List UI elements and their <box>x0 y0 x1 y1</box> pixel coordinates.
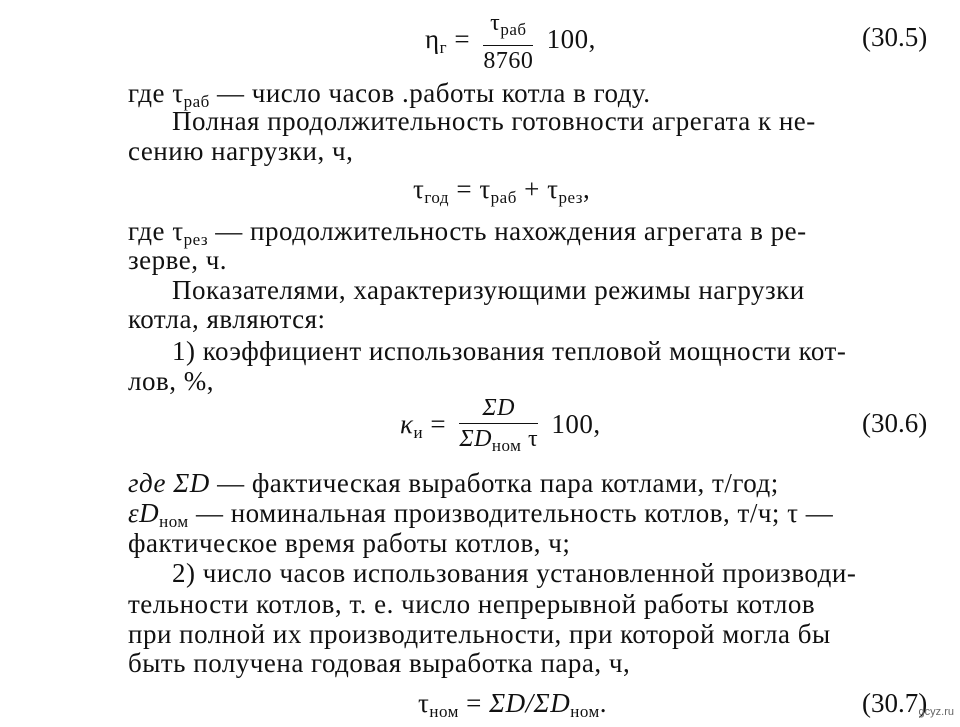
text-line <box>128 468 779 498</box>
text-line: быть получена годовая выработка пара, ч, <box>128 648 631 678</box>
denominator-tail: τ <box>521 425 539 452</box>
fraction-numerator <box>483 10 533 46</box>
formula-operator: + <box>516 174 548 204</box>
denominator-symbol: ΣD <box>459 425 492 452</box>
text-fragment: где τ <box>128 78 184 108</box>
text-line: Полная продолжительность готовности агрегата к не- <box>172 106 816 136</box>
text-fragment: — продолжительность нахождения агрегата в ре- <box>208 216 807 246</box>
text-line: 1) коэффициент использования тепловой мощности кот- <box>172 336 847 366</box>
formula-30-6 <box>400 392 601 465</box>
text-fragment: где ΣD <box>128 468 210 498</box>
equation-number-30-5: (30.5) <box>862 22 928 52</box>
fraction <box>459 395 538 459</box>
formula-subscript: год <box>424 188 450 207</box>
formula-symbol: ΣD/ΣD <box>489 688 571 718</box>
formula-symbol: τ <box>479 174 491 204</box>
formula-symbol: τ <box>547 174 559 204</box>
numerator-symbol: τ <box>490 10 501 36</box>
fraction-numerator: ΣD <box>459 395 538 424</box>
formula-operator: = <box>423 409 454 439</box>
watermark: gcyz.ru <box>918 706 954 718</box>
formula-subscript: рез <box>558 188 583 207</box>
text-line: тельности котлов, т. е. число непрерывной работы котлов <box>128 589 816 619</box>
formula-tau-god <box>413 174 590 213</box>
fraction-denominator <box>459 424 538 459</box>
formula-30-5 <box>425 10 596 76</box>
formula-symbol: η <box>425 24 440 55</box>
text-line <box>128 216 807 255</box>
text-line: зерве, ч. <box>128 245 228 275</box>
text-subscript: раб <box>183 92 210 111</box>
formula-30-7 <box>418 688 607 727</box>
text-line: фактическое время работы котлов, ч; <box>128 528 571 558</box>
formula-tail: 100, <box>539 24 596 55</box>
formula-subscript: ном <box>570 702 600 721</box>
text-line: лов, %, <box>128 366 214 396</box>
formula-subscript: г <box>439 38 448 58</box>
text-line: при полной их производительности, при которой могла бы <box>128 619 831 649</box>
formula-operator: = <box>458 688 490 718</box>
text-line: 2) число часов использования установленной производи- <box>172 558 857 588</box>
equation-number-30-7: (30.7) <box>862 688 928 718</box>
denominator-subscript: ном <box>491 435 522 455</box>
formula-symbol: τ <box>418 688 430 718</box>
formula-operator: = <box>449 174 480 204</box>
text-fragment: — номинальная производительность котлов, т/ч; τ — <box>188 498 834 528</box>
numerator-subscript: раб <box>500 20 527 39</box>
fraction-denominator: 8760 <box>483 48 534 74</box>
formula-symbol: τ <box>413 174 425 204</box>
text-line: Показателями, характеризующими режимы нагрузки <box>172 275 805 305</box>
formula-operator: = <box>447 24 478 55</box>
text-fragment: — число часов .работы котла в году. <box>209 78 651 108</box>
text-subscript: рез <box>183 230 209 249</box>
text-fragment: где τ <box>128 216 184 246</box>
formula-subscript: и <box>413 423 424 442</box>
text-fragment: εD <box>128 498 160 528</box>
text-line: котла, являются: <box>128 304 326 334</box>
formula-subscript: раб <box>490 188 517 207</box>
formula-tail: . <box>599 688 608 718</box>
formula-tail: , <box>582 174 591 204</box>
text-fragment: — фактическая выработка пара котлами, т/год; <box>209 468 779 498</box>
equation-number-30-6: (30.6) <box>862 408 928 438</box>
formula-symbol: κ <box>400 409 414 439</box>
text-subscript: ном <box>159 512 189 531</box>
text-line: сению нагрузки, ч, <box>128 136 354 166</box>
formula-subscript: ном <box>429 702 459 721</box>
fraction <box>483 10 533 74</box>
formula-tail: 100, <box>544 409 601 439</box>
